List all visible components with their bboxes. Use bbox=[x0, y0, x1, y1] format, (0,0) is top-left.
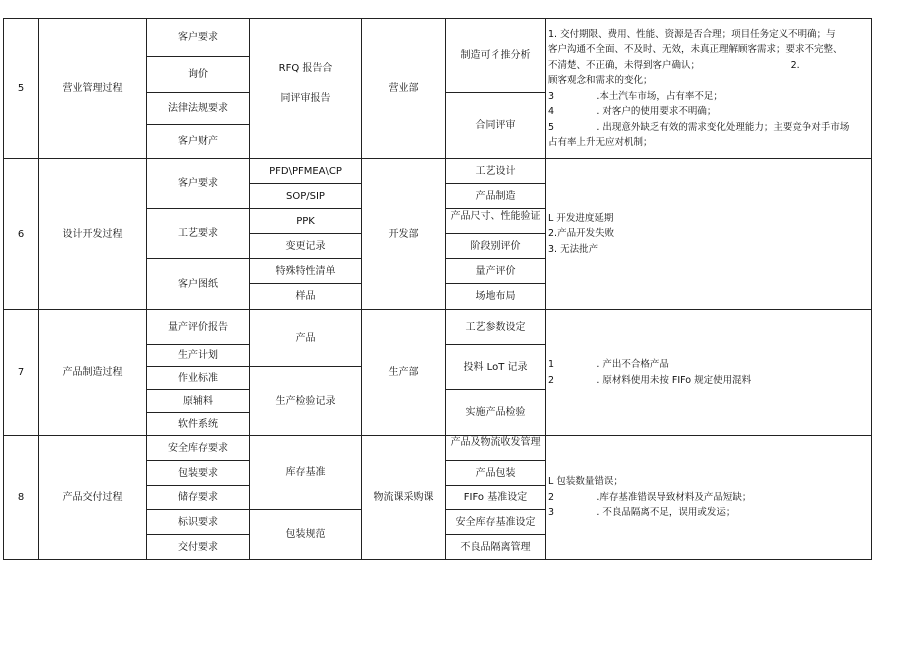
output-item: 样品 bbox=[250, 284, 362, 310]
process-number: 6 bbox=[4, 159, 39, 310]
risk-line: 2 . 原材料使用未按 FIFo 规定使用混料 bbox=[548, 374, 752, 386]
activity-item: 制造可彳推分析 bbox=[446, 19, 546, 93]
output-item: 生产检验记录 bbox=[250, 367, 362, 436]
activity-item: 安全库存基准设定 bbox=[446, 510, 546, 535]
risk-line: 顾客观念和需求的变化； bbox=[548, 75, 653, 86]
input-item: 法律法规要求 bbox=[147, 93, 250, 125]
risk-line: 1 . 产出不合格产品 bbox=[548, 359, 669, 370]
activity-item: 合同评审 bbox=[446, 93, 546, 159]
input-item: 客户财产 bbox=[147, 125, 250, 159]
activity-item: 量产评价 bbox=[446, 259, 546, 284]
activity-item: 不良品隔离管理 bbox=[446, 535, 546, 560]
input-item: 标识要求 bbox=[147, 510, 250, 535]
input-item: 工艺要求 bbox=[147, 209, 250, 259]
department: 物流课采购课 bbox=[362, 436, 446, 560]
output-item: 变更记录 bbox=[250, 234, 362, 259]
input-item: 原辅料 bbox=[147, 390, 250, 413]
output-cell bbox=[250, 19, 362, 159]
output-item: PFD\PFMEA\CP bbox=[250, 159, 362, 184]
activity-item: 阶段别评价 bbox=[446, 234, 546, 259]
risk-line: 3. 无法批产 bbox=[548, 243, 599, 255]
input-item: 生产计划 bbox=[147, 345, 250, 367]
process-name: 设计开发过程 bbox=[39, 159, 147, 310]
output-item: SOP/SIP bbox=[250, 184, 362, 209]
risk-line: 4 . 对客户的使用要求不明确； bbox=[548, 106, 717, 117]
risk-cell bbox=[546, 19, 872, 159]
input-item: 客户要求 bbox=[147, 159, 250, 209]
activity-item: 工艺参数设定 bbox=[446, 310, 546, 345]
output-item: 产品 bbox=[250, 310, 362, 367]
process-number: 8 bbox=[4, 436, 39, 560]
activity-item: 产品尺寸、性能验证 bbox=[446, 209, 546, 234]
department: 生产部 bbox=[362, 310, 446, 436]
process-name: 产品制造过程 bbox=[39, 310, 147, 436]
output-line: 同评审报告 bbox=[280, 92, 331, 104]
process-name: 营业管理过程 bbox=[39, 19, 147, 159]
input-item: 安全库存要求 bbox=[147, 436, 250, 461]
risk-line: 占有率上升无应对机制； bbox=[548, 137, 653, 148]
output-item: 包装规范 bbox=[250, 510, 362, 560]
input-item: 作业标准 bbox=[147, 367, 250, 390]
output-item: PPK bbox=[250, 209, 362, 234]
department: 营业部 bbox=[362, 19, 446, 159]
activity-item: 投料 LoT 记录 bbox=[446, 345, 546, 390]
risk-line: 客户沟通不全面、不及时、无效，未真正理解顾客需求；要求不完整、 bbox=[548, 44, 843, 55]
risk-cell bbox=[546, 436, 872, 560]
input-item: 储存要求 bbox=[147, 486, 250, 510]
activity-item: 产品包装 bbox=[446, 461, 546, 486]
risk-line: 1. 交付期限、费用、性能、资源是否合理；项目任务定义不明确；与 bbox=[548, 28, 836, 40]
process-risk-table bbox=[3, 18, 872, 560]
activity-item: FIFo 基准设定 bbox=[446, 486, 546, 510]
risk-line: 2.产品开发失败 bbox=[548, 228, 615, 240]
department: 开发部 bbox=[362, 159, 446, 310]
output-item: 特殊特性清单 bbox=[250, 259, 362, 284]
process-number: 7 bbox=[4, 310, 39, 436]
input-item: 软件系统 bbox=[147, 413, 250, 436]
output-item: 库存基准 bbox=[250, 436, 362, 510]
input-item: 交付要求 bbox=[147, 535, 250, 560]
activity-item: 场地布局 bbox=[446, 284, 546, 310]
output-line: RFQ 报告合 bbox=[278, 62, 333, 74]
risk-cell bbox=[546, 310, 872, 436]
risk-line: 2 .库存基准错误导致材料及产品短缺； bbox=[548, 491, 752, 503]
risk-line: L 开发进度延期 bbox=[548, 212, 614, 224]
risk-line: 不清楚、不正确，未得到客户确认； 2. bbox=[548, 59, 800, 71]
risk-cell bbox=[546, 159, 872, 310]
risk-line: 5 . 出现意外缺乏有效的需求变化处理能力；主要竞争对手市场 bbox=[548, 121, 850, 133]
input-item: 客户要求 bbox=[147, 19, 250, 57]
activity-item: 产品制造 bbox=[446, 184, 546, 209]
process-number: 5 bbox=[4, 19, 39, 159]
process-name: 产品交付过程 bbox=[39, 436, 147, 560]
input-item: 包装要求 bbox=[147, 461, 250, 486]
activity-item: 实施产品检验 bbox=[446, 390, 546, 436]
risk-line: 3 . 不良品隔离不足，误用或发运； bbox=[548, 507, 736, 519]
input-item: 客户图纸 bbox=[147, 259, 250, 310]
activity-item: 工艺设计 bbox=[446, 159, 546, 184]
risk-line: L 包装数量错误； bbox=[548, 476, 623, 488]
input-item: 询价 bbox=[147, 57, 250, 93]
input-item: 量产评价报告 bbox=[147, 310, 250, 345]
risk-line: 3 .本土汽车市场，占有率不足； bbox=[548, 90, 723, 102]
activity-item: 产品及物流收发管理 bbox=[446, 436, 546, 461]
